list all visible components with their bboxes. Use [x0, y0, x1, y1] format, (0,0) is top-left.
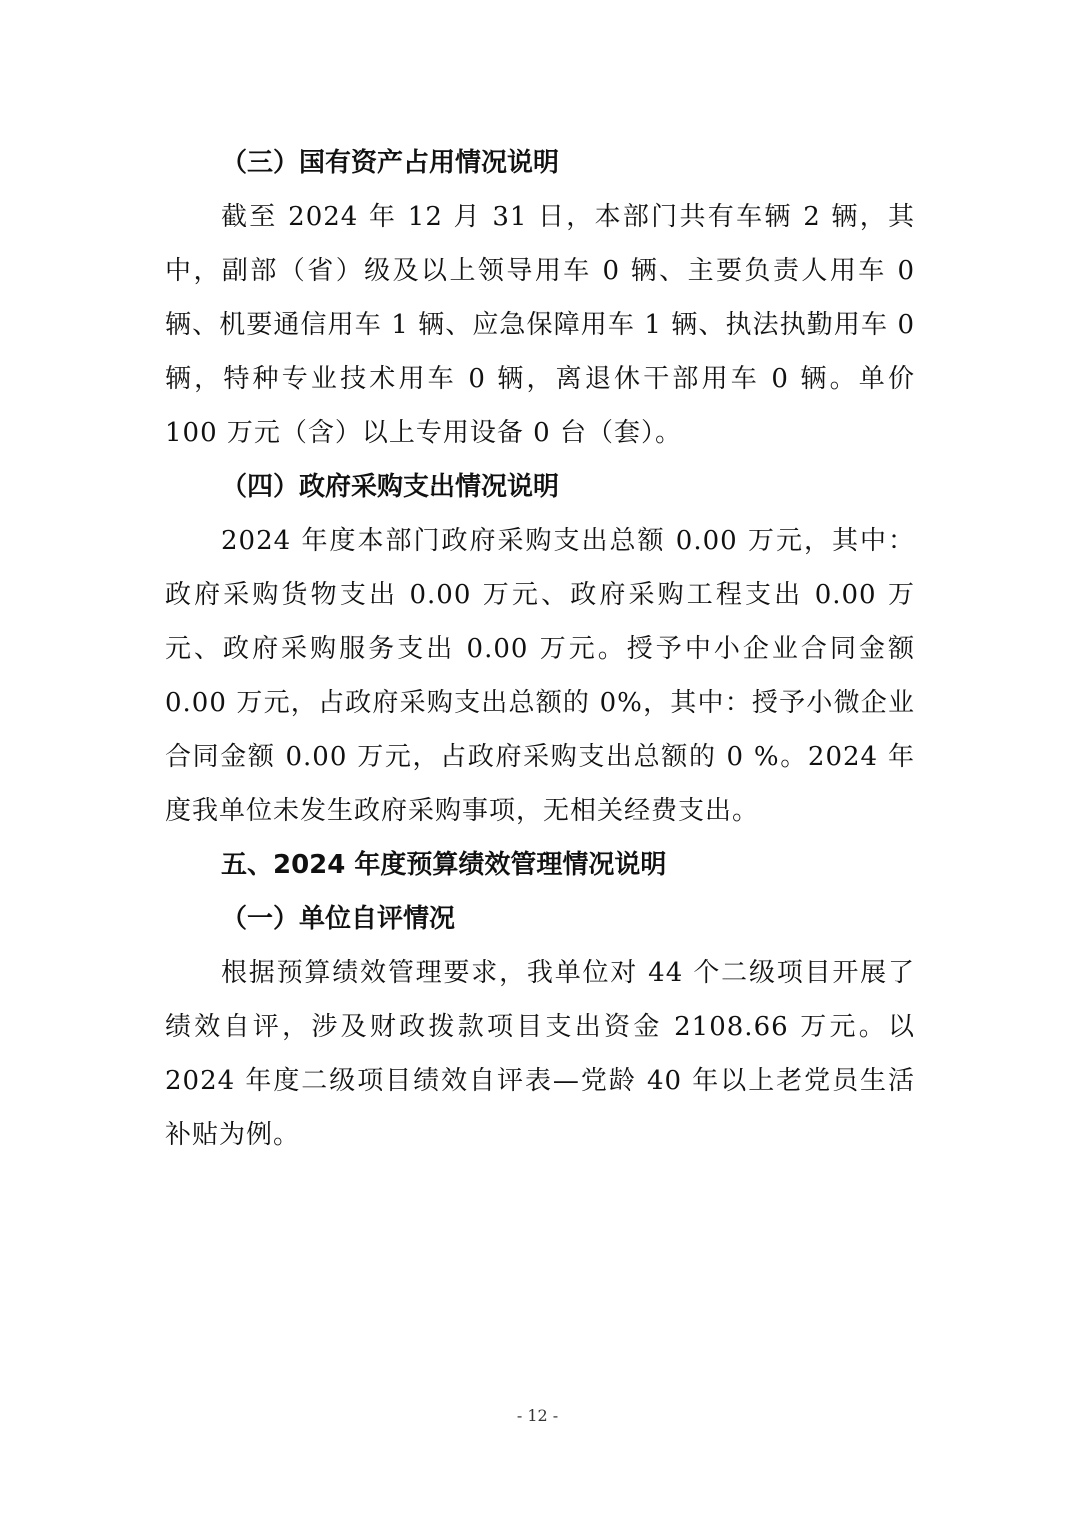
- assets-heading: （三）国有资产占用情况说明: [221, 148, 560, 178]
- self-eval-heading: （一）单位自评情况: [221, 904, 456, 934]
- page-number: - 12 -: [516, 1406, 559, 1425]
- self-eval-paragraph: 根据预算绩效管理要求，我单位对 44 个二级项目开展了绩效自评，涉及财政拨款项目支出资金 2108.66 万元。以 2024 年度二级项目绩效自评表—党龄 40 年以上老党员生活补贴为例。: [165, 958, 915, 1150]
- procurement-heading: （四）政府采购支出情况说明: [221, 472, 560, 502]
- procurement-paragraph: 2024 年度本部门政府采购支出总额 0.00 万元，其中：政府采购货物支出 0.00 万元、政府采购工程支出 0.00 万元、政府采购服务支出 0.00 万元。授予中小企业合同金额 0.00 万元，占政府采购支出总额的 0%，其中：授予小微企业合同金额 0.00 万元，占政府采购支出总额的 0 %。2024 年度我单位未发生政府采购事项，无相关经费支出。: [165, 526, 915, 826]
- assets-paragraph: 截至 2024 年 12 月 31 日，本部门共有车辆 2 辆，其中，副部（省）级及以上领导用车 0 辆、主要负责人用车 0 辆、机要通信用车 1 辆、应急保障用车 1 辆、执法执勤用车 0 辆，特种专业技术用车 0 辆，离退休干部用车 0 辆。单价 100 万元（含）以上专用设备 0 台（套）。: [165, 202, 915, 448]
- document-body: [165, 136, 915, 1162]
- performance-heading: 五、2024 年度预算绩效管理情况说明: [221, 850, 667, 880]
